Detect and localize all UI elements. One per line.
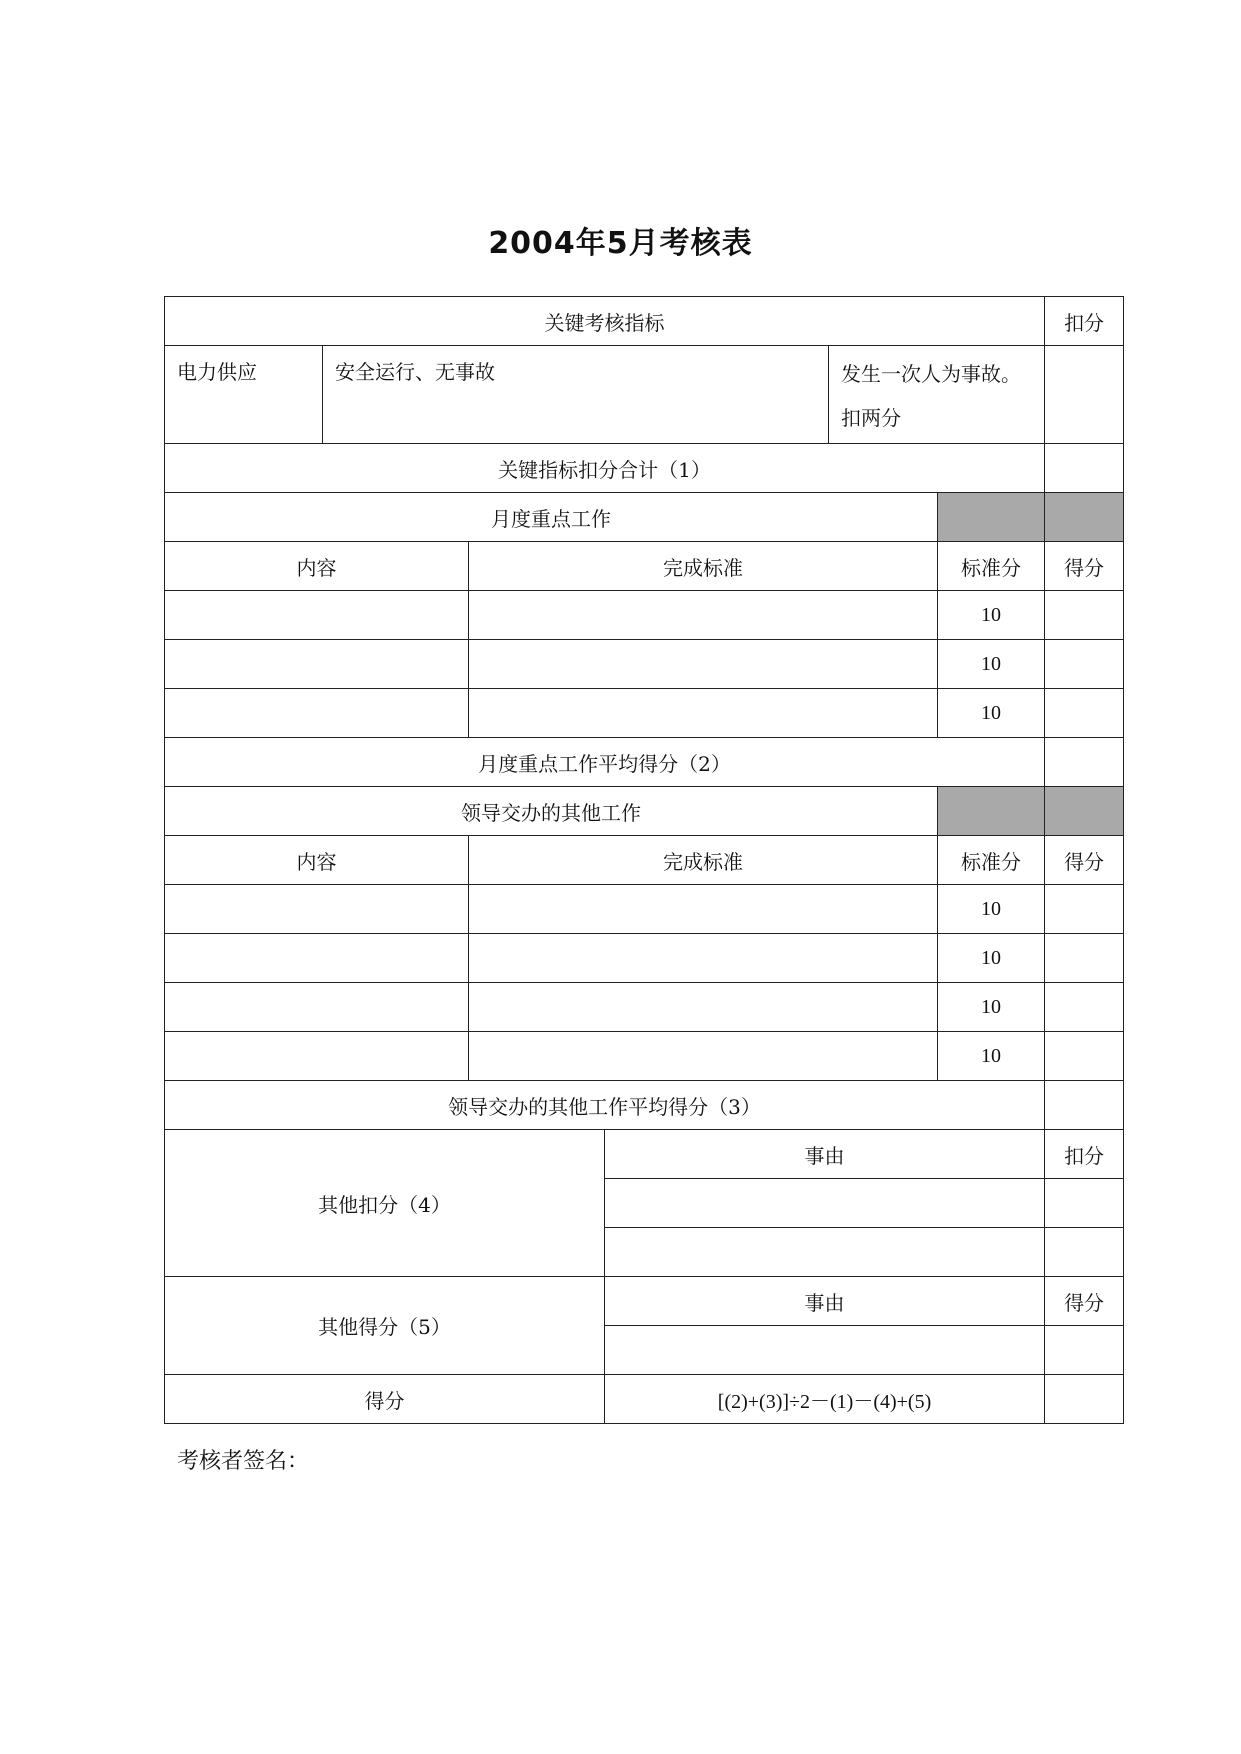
- monthly-col-std-score: 标准分: [938, 542, 1045, 591]
- other-score-reason-cell[interactable]: [605, 1326, 1045, 1375]
- monthly-col-standard: 完成标准: [469, 542, 938, 591]
- kpi-item-content: 安全运行、无事故: [323, 346, 829, 444]
- monthly-header-row: [165, 493, 1124, 542]
- other-deduct-reason-cell[interactable]: [605, 1179, 1045, 1228]
- kpi-item-rule-line1: 发生一次人为事故。: [841, 362, 1021, 386]
- assigned-row-content[interactable]: [165, 1032, 469, 1081]
- kpi-item-deduct-cell[interactable]: [1045, 346, 1124, 444]
- assigned-col-standard: 完成标准: [469, 836, 938, 885]
- other-deduct-value-cell[interactable]: [1045, 1179, 1124, 1228]
- other-score-label: 其他得分（5）: [165, 1277, 605, 1375]
- other-deduct-col-reason: 事由: [605, 1130, 1045, 1179]
- kpi-item-row: [165, 346, 1124, 444]
- monthly-row-std-score: 10: [938, 689, 1045, 738]
- assigned-row-score[interactable]: [1045, 885, 1124, 934]
- assigned-col-std-score: 标准分: [938, 836, 1045, 885]
- assigned-row-score[interactable]: [1045, 934, 1124, 983]
- assigned-row-standard[interactable]: [469, 934, 938, 983]
- other-score-value-cell[interactable]: [1045, 1326, 1124, 1375]
- monthly-row: [165, 640, 1124, 689]
- monthly-average-cell[interactable]: [1045, 738, 1124, 787]
- assigned-row-std-score: 10: [938, 885, 1045, 934]
- page-title: 2004年5月考核表: [488, 226, 753, 261]
- other-deduct-value-cell[interactable]: [1045, 1228, 1124, 1277]
- assigned-row-standard[interactable]: [469, 1032, 938, 1081]
- assigned-row-standard[interactable]: [469, 885, 938, 934]
- assigned-row-std-score: 10: [938, 934, 1045, 983]
- other-deduct-label: 其他扣分（4）: [165, 1130, 605, 1277]
- other-score-col-reason: 事由: [605, 1277, 1045, 1326]
- assigned-row: [165, 1032, 1124, 1081]
- assigned-header-shade: [938, 787, 1045, 836]
- assigned-row-score[interactable]: [1045, 1032, 1124, 1081]
- kpi-item-rule: [829, 346, 1045, 444]
- assigned-row-std-score: 10: [938, 1032, 1045, 1081]
- monthly-col-score: 得分: [1045, 542, 1124, 591]
- assigned-header: 领导交办的其他工作: [165, 787, 938, 836]
- assigned-col-score: 得分: [1045, 836, 1124, 885]
- assigned-row-content[interactable]: [165, 934, 469, 983]
- assigned-row: [165, 885, 1124, 934]
- assigned-row-std-score: 10: [938, 983, 1045, 1032]
- kpi-subtotal-row: [165, 444, 1124, 493]
- monthly-columns-row: [165, 542, 1124, 591]
- monthly-row-standard[interactable]: [469, 689, 938, 738]
- kpi-item-name: 电力供应: [165, 346, 323, 444]
- assigned-col-content: 内容: [165, 836, 469, 885]
- monthly-row-score[interactable]: [1045, 591, 1124, 640]
- final-score-formula: [(2)+(3)]÷2－(1)－(4)+(5): [605, 1375, 1045, 1424]
- other-deduct-col-deduct: 扣分: [1045, 1130, 1124, 1179]
- monthly-row-standard[interactable]: [469, 591, 938, 640]
- assigned-average-label: 领导交办的其他工作平均得分（3）: [165, 1081, 1045, 1130]
- assigned-row: [165, 983, 1124, 1032]
- kpi-item-rule-line2: 扣两分: [841, 406, 901, 430]
- assigned-average-row: [165, 1081, 1124, 1130]
- assigned-header-shade: [1045, 787, 1124, 836]
- monthly-header-shade: [938, 493, 1045, 542]
- signature-label: 考核者签名：: [177, 1449, 310, 1474]
- kpi-deduct-header: 扣分: [1045, 297, 1124, 346]
- monthly-header-shade: [1045, 493, 1124, 542]
- monthly-row: [165, 689, 1124, 738]
- assigned-header-row: [165, 787, 1124, 836]
- kpi-header-row: [165, 297, 1124, 346]
- monthly-row-content[interactable]: [165, 640, 469, 689]
- final-score-cell[interactable]: [1045, 1375, 1124, 1424]
- kpi-header: 关键考核指标: [165, 297, 1045, 346]
- monthly-col-content: 内容: [165, 542, 469, 591]
- kpi-subtotal-cell[interactable]: [1045, 444, 1124, 493]
- assigned-columns-row: [165, 836, 1124, 885]
- assigned-row-score[interactable]: [1045, 983, 1124, 1032]
- other-score-col-score: 得分: [1045, 1277, 1124, 1326]
- monthly-row: [165, 591, 1124, 640]
- monthly-average-label: 月度重点工作平均得分（2）: [165, 738, 1045, 787]
- kpi-subtotal-label: 关键指标扣分合计（1）: [165, 444, 1045, 493]
- final-score-row: [165, 1375, 1124, 1424]
- monthly-row-std-score: 10: [938, 640, 1045, 689]
- monthly-row-score[interactable]: [1045, 689, 1124, 738]
- monthly-row-std-score: 10: [938, 591, 1045, 640]
- final-score-label: 得分: [165, 1375, 605, 1424]
- monthly-row-content[interactable]: [165, 689, 469, 738]
- assigned-row-content[interactable]: [165, 983, 469, 1032]
- other-deduct-header-row: [165, 1130, 1124, 1179]
- assigned-row-standard[interactable]: [469, 983, 938, 1032]
- monthly-row-score[interactable]: [1045, 640, 1124, 689]
- monthly-row-standard[interactable]: [469, 640, 938, 689]
- other-deduct-reason-cell[interactable]: [605, 1228, 1045, 1277]
- monthly-row-content[interactable]: [165, 591, 469, 640]
- assigned-row-content[interactable]: [165, 885, 469, 934]
- evaluation-table: [164, 296, 1124, 1424]
- assigned-average-cell[interactable]: [1045, 1081, 1124, 1130]
- monthly-header: 月度重点工作: [165, 493, 938, 542]
- assigned-row: [165, 934, 1124, 983]
- monthly-average-row: [165, 738, 1124, 787]
- other-score-header-row: [165, 1277, 1124, 1326]
